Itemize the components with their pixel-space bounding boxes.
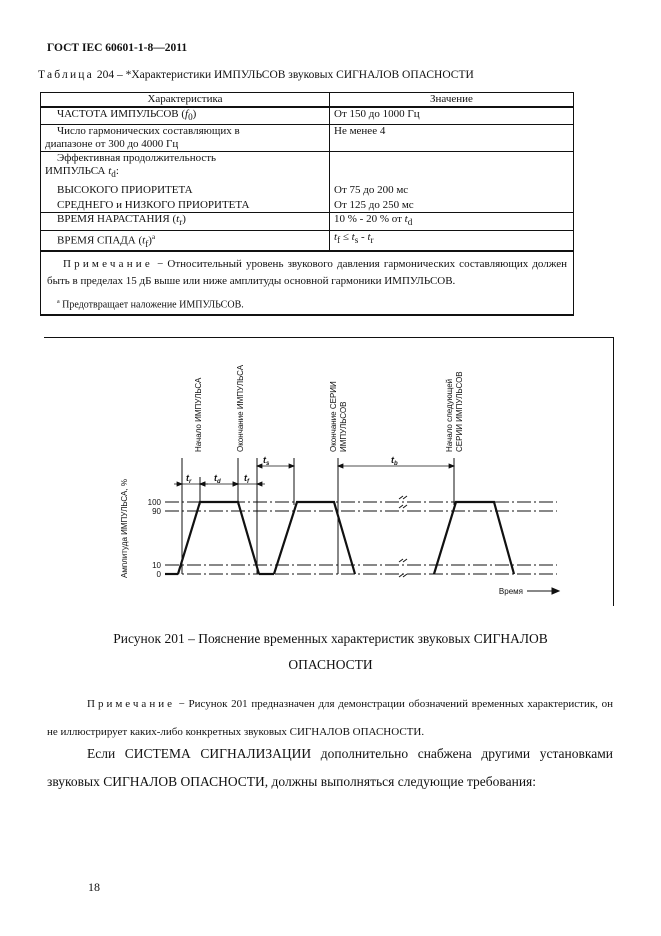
symbol: t	[334, 230, 338, 243]
dimension-labels	[186, 455, 398, 485]
body-paragraph	[47, 740, 613, 796]
label-tr: $t_r$	[186, 473, 192, 485]
priority-mid-label: СРЕДНЕГО и НИЗКОГО ПРИОРИТЕТА	[57, 199, 250, 212]
priority-high-value: От 75 до 200 мс	[334, 184, 409, 197]
cell-text: )	[148, 234, 152, 247]
col-header-characteristic: Характеристика	[41, 93, 330, 108]
y-axis-label: Амплитуда ИМПУЛЬСА, %	[120, 479, 129, 578]
subscript: f	[145, 238, 149, 249]
subscript: d	[111, 169, 116, 180]
y-tick: 10	[152, 561, 161, 570]
symbol: ≤ t	[340, 230, 355, 243]
label-next-series-1: Начало следующей	[445, 378, 454, 452]
time-arrow-head	[552, 588, 559, 594]
y-tick: 100	[147, 498, 161, 507]
cell-text: Эффективная продолжительность	[57, 152, 217, 165]
subscript: s	[354, 234, 359, 245]
note-text: − Относительный уровень звукового давления гармонических составляющих должен быть в пределах 15 дБ выше или ниже амплитуды основной гармоники ИМПУЛЬСОВ.	[47, 258, 567, 288]
cell-text: ИМПУЛЬСА	[45, 165, 109, 178]
subscript: r	[370, 234, 374, 245]
note-label: Примечание	[87, 698, 175, 710]
pulse-2	[274, 502, 355, 574]
symbol: t	[404, 213, 408, 226]
label-end-series-1: Окончание СЕРИИ	[329, 381, 338, 452]
figure-caption-line1: Рисунок 201 – Пояснение временных характеристик звуковых СИГНАЛОВ	[113, 631, 548, 646]
x-axis-label: Время	[498, 587, 523, 596]
cell-text: 10 % - 20 % от	[334, 213, 405, 226]
symbol: t	[176, 213, 180, 226]
cell-text: ЧАСТОТА ИМПУЛЬСОВ (	[57, 108, 186, 120]
label-next-series-2: СЕРИИ ИМПУЛЬСОВ	[455, 371, 464, 452]
marker-lines	[182, 458, 454, 574]
symbol: - t	[358, 230, 371, 243]
label-end-pulse: Окончание ИМПУЛЬСА	[236, 364, 245, 452]
cell-text: Число гармонических составляющих в	[57, 125, 240, 138]
note-text: − Рисунок 201 предназначен для демонстрации обозначений временных характеристик, он не иллюстрирует каких-либо конкретных звуковых СИГНАЛОВ ОПАСНОСТИ.	[47, 698, 613, 738]
label-ts: $t_s$	[263, 455, 270, 467]
footnote-mark: a	[151, 232, 156, 241]
document-header: ГОСТ IEC 60601-1-8—2011	[47, 42, 188, 54]
footnote-text: Предотвращает наложение ИМПУЛЬСОВ.	[59, 299, 244, 311]
figure-texts	[120, 364, 523, 596]
row-frequency-value: От 150 до 1000 Гц	[330, 107, 574, 125]
reference-lines	[165, 502, 557, 574]
table-caption-text: 204 – *Характеристики ИМПУЛЬСОВ звуковых СИГНАЛОВ ОПАСНОСТИ	[93, 69, 474, 81]
symbol: f	[185, 108, 189, 120]
break-mark	[399, 496, 407, 499]
symbol: t	[142, 234, 146, 247]
cell-text: :	[115, 165, 119, 178]
cell-text: диапазоне от 300 до 4000 Гц	[45, 138, 179, 151]
label-start-pulse: Начало ИМПУЛЬСА	[194, 377, 203, 452]
cell-text: )	[192, 108, 197, 120]
priority-high-label: ВЫСОКОГО ПРИОРИТЕТА	[57, 184, 193, 197]
figure-caption-line2: ОПАСНОСТИ	[288, 657, 373, 672]
label-end-series-2: ИМПУЛЬСОВ	[339, 401, 348, 452]
subscript: f	[337, 234, 341, 245]
break-mark	[399, 505, 407, 508]
col-header-value: Значение	[330, 93, 574, 108]
note-label: Примечание	[63, 258, 153, 271]
figure-note	[47, 690, 613, 746]
subscript: d	[407, 217, 413, 228]
subscript: 0	[188, 112, 193, 123]
row-harmonics-value: Не менее 4	[330, 125, 574, 152]
table-caption-prefix: Таблица	[38, 69, 94, 81]
label-tf: $t_f$	[244, 473, 249, 485]
cell-text: ВРЕМЯ СПАДА (	[57, 234, 143, 247]
break-mark	[399, 559, 407, 562]
break-mark	[399, 574, 407, 577]
priority-mid-value: От 125 до 250 мс	[334, 199, 414, 212]
pulse-1	[178, 502, 259, 574]
footnote-mark: a	[57, 299, 60, 306]
cell-text: )	[182, 213, 186, 226]
y-tick: 0	[156, 570, 161, 579]
symbol: t	[108, 165, 112, 178]
label-td: $t_d$	[214, 473, 221, 485]
subscript: r	[179, 217, 183, 228]
cell-text: ВРЕМЯ НАРАСТАНИЯ (	[57, 213, 177, 226]
pulses	[165, 502, 514, 574]
time-arrow	[527, 588, 559, 594]
label-tb: $t_b$	[391, 455, 398, 467]
pulse-3	[434, 502, 514, 574]
paragraph-text: Если СИСТЕМА СИГНАЛИЗАЦИИ дополнительно снабжена другими установками звуковых СИГНАЛОВ ОПАСНОСТИ, должны выполняться следующие требования:	[47, 746, 613, 789]
y-tick: 90	[152, 507, 161, 516]
page-number: 18	[88, 880, 100, 894]
